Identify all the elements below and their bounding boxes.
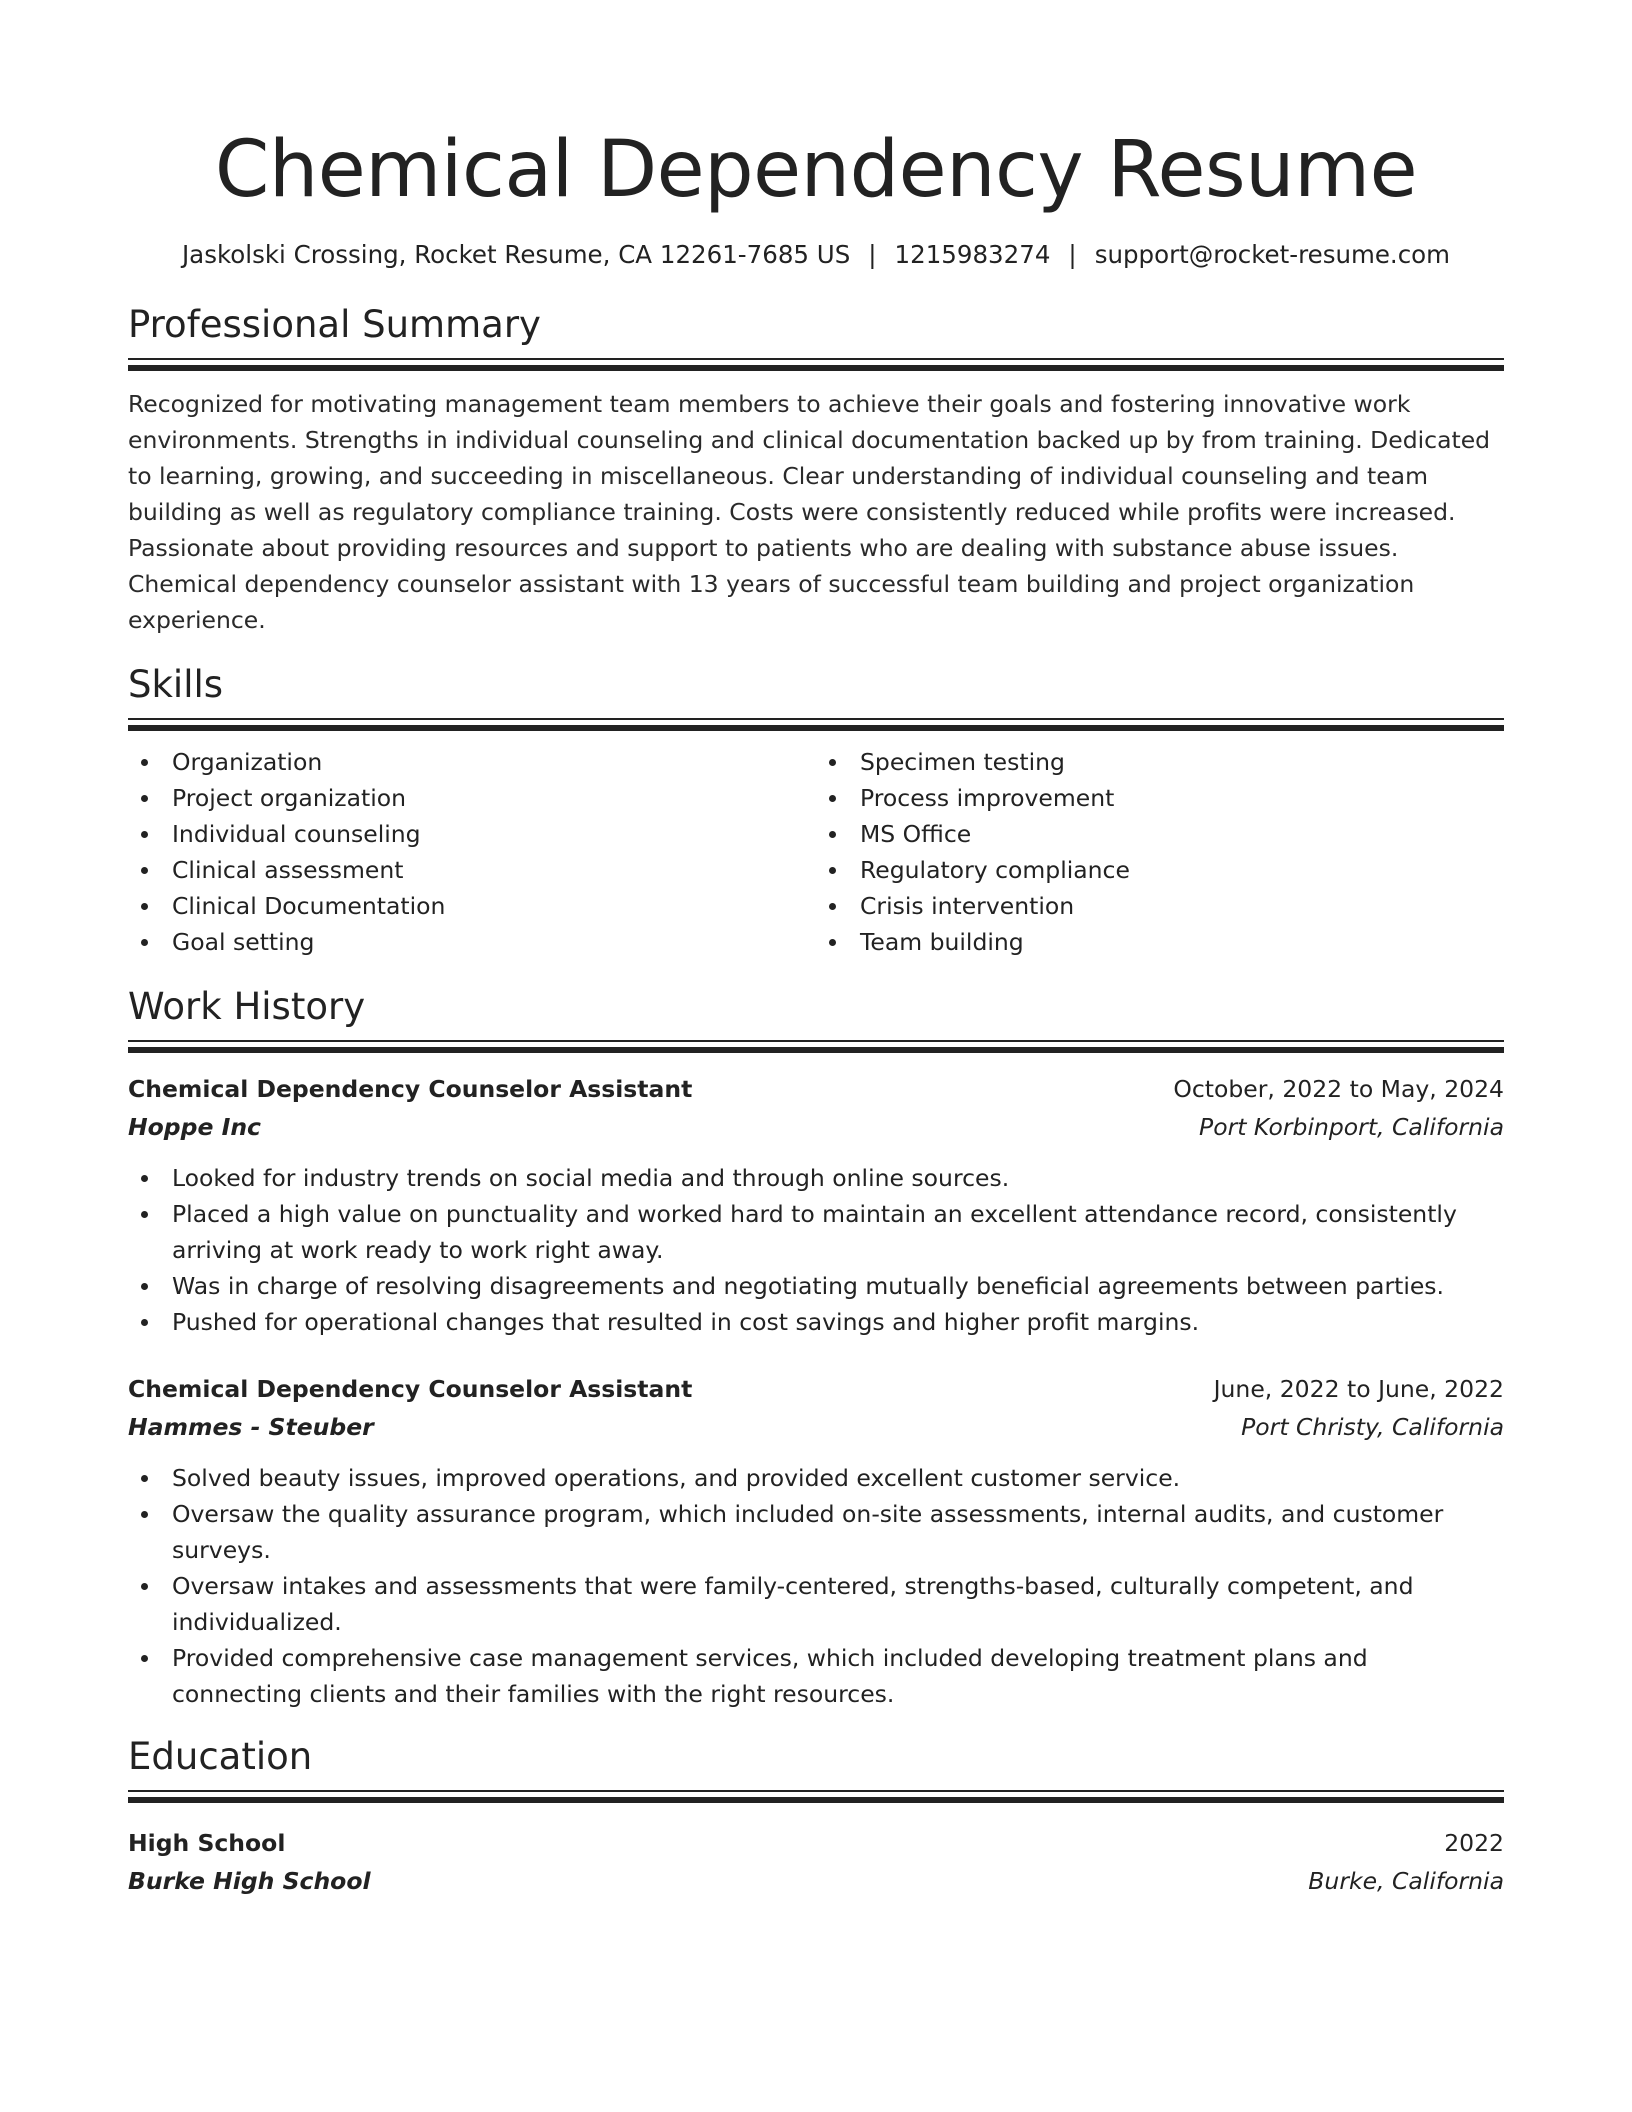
contact-phone: 1215983274 bbox=[894, 240, 1051, 269]
job-duty: Pushed for operational changes that resulted in cost savings and higher profit margins. bbox=[128, 1304, 1504, 1340]
education-header bbox=[128, 1824, 1504, 1862]
skill-item: Individual counseling bbox=[128, 816, 816, 852]
job-entry bbox=[128, 1370, 1504, 1712]
section-title-skills: Skills bbox=[128, 663, 224, 706]
education-entry bbox=[128, 1824, 1504, 1900]
job-duty: Provided comprehensive case management services, which included developing treatment plans and connecting clients and their families with the right resources. bbox=[128, 1640, 1504, 1712]
education-year: 2022 bbox=[1444, 1829, 1504, 1857]
resume-title: Chemical Dependency Resume bbox=[214, 125, 1418, 215]
section-title-work-history: Work History bbox=[128, 985, 366, 1028]
contact-separator: | bbox=[1068, 240, 1077, 269]
section-title-education: Education bbox=[128, 1735, 313, 1778]
job-duty: Looked for industry trends on social media and through online sources. bbox=[128, 1160, 1504, 1196]
job-duty: Was in charge of resolving disagreements and negotiating mutually beneficial agreements between parties. bbox=[128, 1268, 1504, 1304]
job-duty: Solved beauty issues, improved operations, and provided excellent customer service. bbox=[128, 1460, 1504, 1496]
section-divider bbox=[128, 1040, 1504, 1054]
section-divider bbox=[128, 358, 1504, 372]
skill-item: Crisis intervention bbox=[816, 888, 1504, 924]
skills-grid bbox=[128, 744, 1504, 960]
contact-address: Jaskolski Crossing, Rocket Resume, CA 12261-7685 US bbox=[181, 240, 851, 269]
job-subheader bbox=[128, 1108, 1504, 1146]
job-dates: October, 2022 to May, 2024 bbox=[1173, 1075, 1504, 1103]
summary-text: Recognized for motivating management team members to achieve their goals and fostering innovative work environments. Strengths in individual counseling and clinical documentation backed up by from training. Dedicated to learning, growing, and succeeding in miscellaneous. Clear understanding of individual counseling and team building as well as regulatory compliance training. Costs were consistently reduced while profits were increased. Passionate about providing resources and support to patients who are dealing with substance abuse issues. Chemical dependency counselor assistant with 13 years of successful team building and project organization experience. bbox=[128, 390, 1491, 634]
job-duty: Oversaw the quality assurance program, which included on-site assessments, internal audits, and customer surveys. bbox=[128, 1496, 1504, 1568]
education-school: Burke High School bbox=[128, 1867, 371, 1895]
skill-item: Process improvement bbox=[816, 780, 1504, 816]
contact-separator: | bbox=[868, 240, 877, 269]
skill-item: Regulatory compliance bbox=[816, 852, 1504, 888]
job-duties bbox=[128, 1460, 1504, 1712]
skill-item: Goal setting bbox=[128, 924, 816, 960]
skill-item: Specimen testing bbox=[816, 744, 1504, 780]
job-title: Chemical Dependency Counselor Assistant bbox=[128, 1375, 693, 1403]
contact-line bbox=[128, 238, 1504, 272]
section-title-summary: Professional Summary bbox=[128, 303, 541, 346]
skills-column-left bbox=[128, 744, 816, 960]
job-subheader bbox=[128, 1408, 1504, 1446]
job-duty: Placed a high value on punctuality and worked hard to maintain an excellent attendance record, consistently arriving at work ready to work right away. bbox=[128, 1196, 1504, 1268]
job-company: Hoppe Inc bbox=[128, 1113, 261, 1141]
education-subheader bbox=[128, 1862, 1504, 1900]
job-dates: June, 2022 to June, 2022 bbox=[1213, 1375, 1504, 1403]
section-divider bbox=[128, 718, 1504, 732]
skills-column-right bbox=[816, 744, 1504, 960]
contact-email: support@rocket-resume.com bbox=[1094, 240, 1451, 269]
skill-item: Project organization bbox=[128, 780, 816, 816]
job-location: Port Christy, California bbox=[1241, 1413, 1504, 1441]
skill-item: Organization bbox=[128, 744, 816, 780]
job-duty: Oversaw intakes and assessments that were family-centered, strengths-based, culturally competent, and individualized. bbox=[128, 1568, 1504, 1640]
job-entry bbox=[128, 1070, 1504, 1340]
skill-item: Clinical Documentation bbox=[128, 888, 816, 924]
skill-item: Team building bbox=[816, 924, 1504, 960]
education-degree: High School bbox=[128, 1829, 286, 1857]
job-title: Chemical Dependency Counselor Assistant bbox=[128, 1075, 693, 1103]
job-duties bbox=[128, 1160, 1504, 1340]
section-divider bbox=[128, 1790, 1504, 1804]
job-header bbox=[128, 1370, 1504, 1408]
job-header bbox=[128, 1070, 1504, 1108]
job-company: Hammes - Steuber bbox=[128, 1413, 374, 1441]
skill-item: MS Office bbox=[816, 816, 1504, 852]
education-location: Burke, California bbox=[1308, 1867, 1504, 1895]
skill-item: Clinical assessment bbox=[128, 852, 816, 888]
job-location: Port Korbinport, California bbox=[1199, 1113, 1504, 1141]
